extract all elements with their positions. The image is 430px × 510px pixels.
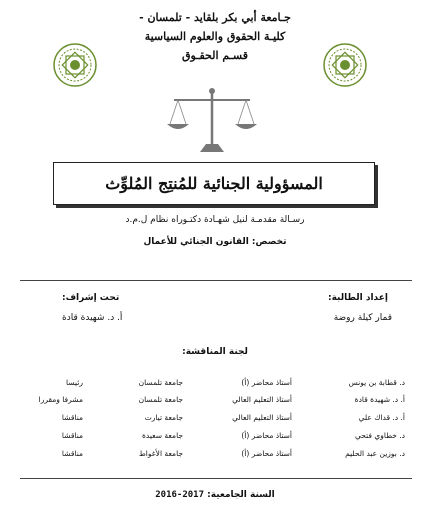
member-rank: أستاذ التعليم العالي <box>232 395 292 404</box>
divider-bottom <box>20 478 412 479</box>
member-university: جامعة تيارت <box>144 413 183 422</box>
table-row <box>20 413 405 431</box>
table-row <box>20 395 405 413</box>
member-rank: أستاذ محاضر (أ) <box>241 449 292 458</box>
student-label: إعداد الطالبة: <box>328 293 388 303</box>
committee-title: لجنة المناقشة: <box>182 347 248 357</box>
academic-year <box>110 490 320 500</box>
table-row <box>20 431 405 449</box>
member-university: جامعة تلمسان <box>138 378 183 387</box>
member-university: جامعة تلمسان <box>138 395 183 404</box>
member-university: جامعة الأغواط <box>138 449 183 458</box>
department-name: قسـم الحقـوق <box>182 49 248 62</box>
faculty-name: كليـة الحقوق والعلوم السياسية <box>144 30 286 43</box>
academic-year-label: السنة الجامعية: <box>207 490 275 500</box>
member-role: مناقشا <box>61 413 83 422</box>
divider-top <box>20 280 412 281</box>
member-role: مشرفا ومقررا <box>38 395 83 404</box>
member-university: جامعة سعيدة <box>142 431 183 440</box>
member-rank: أستاذ محاضر (أ) <box>241 378 292 387</box>
academic-year-value: 2016-2017 <box>155 490 205 500</box>
thesis-subtitle: رسـالة مقدمـة لنيل شهـادة دكتـوراه نظام ل.م.د <box>125 215 305 225</box>
supervisor-label: تحت إشراف: <box>62 293 120 303</box>
thesis-title-box <box>53 162 375 205</box>
university-emblem-left-icon <box>52 42 98 88</box>
member-name: أ. د. قداك علي <box>358 413 405 422</box>
member-name: د. خطاوي فتحي <box>355 431 405 440</box>
table-row <box>20 378 405 396</box>
member-name: د. قطابة بن يونس <box>348 378 405 387</box>
member-name: د. بوزين عبد الحليم <box>345 449 405 458</box>
university-name: جـامعة أبي بكر بلقايد - تلمسان - <box>139 11 291 24</box>
student-name: قمار كيلة روضة <box>333 313 392 323</box>
scales-of-justice-icon <box>164 86 260 156</box>
thesis-title: المسؤولية الجنائية للمُنتِج المُلوِّث <box>105 174 323 193</box>
member-rank: أستاذ التعليم العالي <box>232 413 292 422</box>
table-row <box>20 449 405 467</box>
member-rank: أستاذ محاضر (أ) <box>241 431 292 440</box>
thesis-specialty: تخصص: القانون الجنائي للأعمال <box>143 237 287 247</box>
member-role: مناقشا <box>61 431 83 440</box>
member-role: مناقشا <box>61 449 83 458</box>
supervisor-name: أ. د. شهيدة قادة <box>62 313 123 323</box>
member-role: رئيسا <box>66 378 83 387</box>
member-name: أ. د. شهيدة قادة <box>354 395 405 404</box>
institution-header <box>95 8 335 65</box>
